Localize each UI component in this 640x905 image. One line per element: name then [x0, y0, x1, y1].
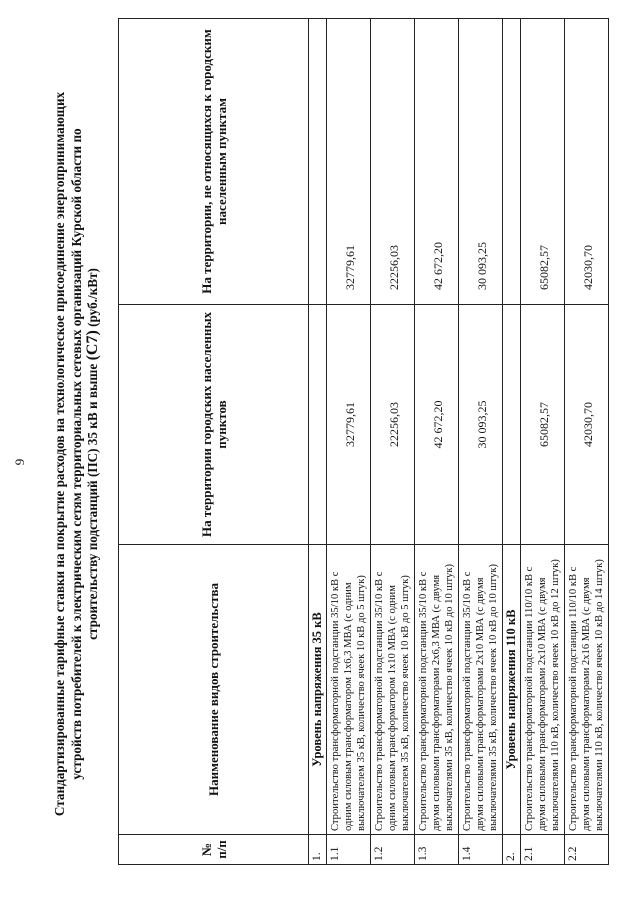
row-rural-value: 42 672,20 — [415, 19, 459, 305]
title-line-1: Стандартизированные тарифные ставки на покрытие расходов на технологическое присоединение энергопринимающих — [52, 91, 67, 817]
table-row — [459, 19, 503, 865]
row-rural-value: 32779,61 — [327, 19, 371, 305]
row-name: Строительство трансформаторной подстанции 110/10 кВ с двумя силовыми трансформаторами 2х10 МВА (с двумя выключателями 110 кВ, количество ячеек 10 кВ до 12 штук) — [521, 545, 565, 835]
row-name: Строительство трансформаторной подстанции 110/10 кВ с двумя силовыми трансформаторами 2х16 МВА (с двумя выключателями 110 кВ, количество ячеек 10 кВ до 14 штук) — [565, 545, 609, 835]
row-num: 1.2 — [371, 835, 415, 865]
table-row — [565, 19, 609, 865]
row-num: 1.3 — [415, 835, 459, 865]
section-num: 1. — [309, 835, 327, 865]
row-urban-value: 42 672,20 — [415, 305, 459, 545]
row-rural-value: 30 093,25 — [459, 19, 503, 305]
page-number: 9 — [12, 458, 27, 466]
title-line-3 — [85, 33, 102, 875]
row-name: Строительство трансформаторной подстанции 35/10 кВ с одним силовым трансформатором 1х10 МВА (с одним выключателем 35 кВ, количество ячеек 10 кВ до 5 штук) — [371, 545, 415, 835]
title-unit: (руб./кВт) — [85, 268, 100, 331]
header-name: Наименование видов строительства — [119, 545, 309, 835]
row-rural-value: 65082,57 — [521, 19, 565, 305]
section-row — [309, 19, 327, 865]
empty-cell — [503, 305, 521, 545]
section-title: Уровень напряжения 110 кВ — [503, 545, 521, 835]
row-urban-value: 65082,57 — [521, 305, 565, 545]
row-name: Строительство трансформаторной подстанции 35/10 кВ с двумя силовыми трансформаторами 2х10 МВА (с двумя выключателями 35 кВ, количество ячеек 10 кВ до 10 штук) — [459, 545, 503, 835]
header-num: № п/п — [119, 835, 309, 865]
header-rural: На территории, не относящихся к городским населенным пунктам — [119, 19, 309, 305]
row-urban-value: 30 093,25 — [459, 305, 503, 545]
row-rural-value: 42030,70 — [565, 19, 609, 305]
row-urban-value: 22256,03 — [371, 305, 415, 545]
section-title: Уровень напряжения 35 кВ — [309, 545, 327, 835]
title-line-3-text: строительству подстанций (ПС) 35 кВ и выше — [85, 360, 100, 640]
row-urban-value: 42030,70 — [565, 305, 609, 545]
document-title — [52, 33, 102, 875]
empty-cell — [309, 19, 327, 305]
row-rural-value: 22256,03 — [371, 19, 415, 305]
table-row — [327, 19, 371, 865]
table-row — [371, 19, 415, 865]
table-row — [415, 19, 459, 865]
title-line-2: устройств потребителей к электрическим сетям территориальных сетевых организаций Курской области по — [68, 128, 84, 780]
header-urban: На территории городских населенных пунктов — [119, 305, 309, 545]
empty-cell — [309, 305, 327, 545]
row-name: Строительство трансформаторной подстанции 35/10 кВ с одним силовым трансформатором 1х6,3 МВА (с одним выключателем 35 кВ, количество ячеек 10 кВ до 5 штук) — [327, 545, 371, 835]
row-num: 1.1 — [327, 835, 371, 865]
title-c7-code: (C7) — [84, 330, 101, 361]
section-num: 2. — [503, 835, 521, 865]
section-row — [503, 19, 521, 865]
row-urban-value: 32779,61 — [327, 305, 371, 545]
table-header-row — [119, 19, 309, 865]
tariff-table — [118, 18, 609, 865]
row-num: 2.1 — [521, 835, 565, 865]
empty-cell — [503, 19, 521, 305]
row-num: 1.4 — [459, 835, 503, 865]
table-row — [521, 19, 565, 865]
row-name: Строительство трансформаторной подстанции 35/10 кВ с двумя силовыми трансформаторами 2х6,3 МВА (с двумя выключателями 35 кВ, количество ячеек 10 кВ до 10 штук) — [415, 545, 459, 835]
row-num: 2.2 — [565, 835, 609, 865]
